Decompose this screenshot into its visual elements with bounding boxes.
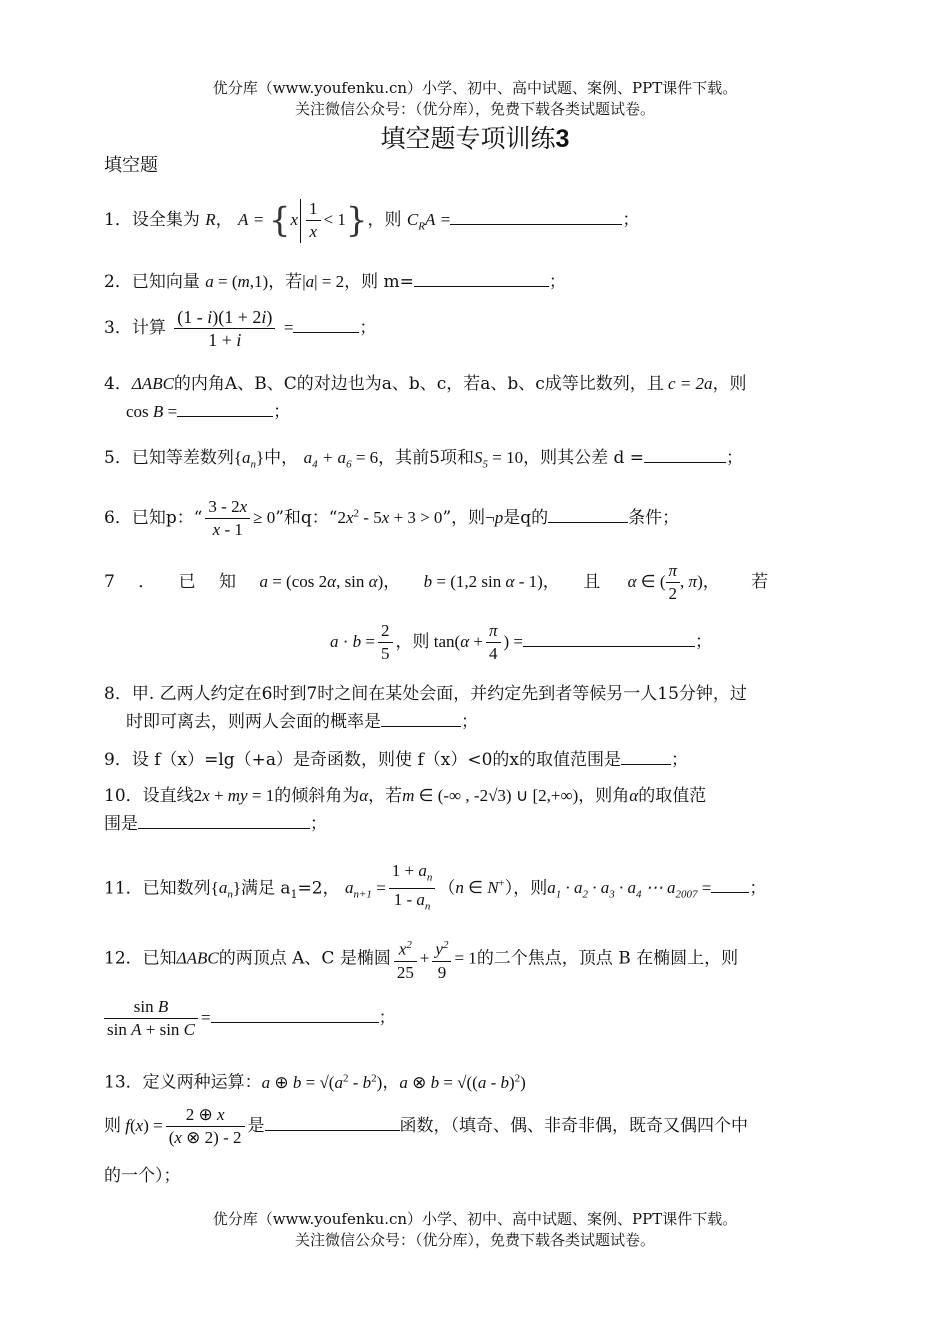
answer-blank-7[interactable]: [523, 628, 695, 647]
question-2: 2．已知向量 a = (m,1)，若|a| = 2，则 m= ；: [104, 268, 849, 296]
title-text: 填空题专项训练: [380, 124, 556, 153]
title-number: 3: [555, 125, 570, 153]
header-line-2: 关注微信公众号：（优分库），免费下载各类试题试卷。: [294, 100, 655, 118]
question-8: 8．甲. 乙两人约定在6时到7时之间在某处会面，并约定先到者等候另一人15分钟，过 时即可离去，则两人会面的概率是 ；: [104, 684, 747, 732]
question-13-line-3: 的一个）；: [104, 1166, 181, 1186]
question-9: 9．设 f（x）=lg（+a）是奇函数，则使 f（x）<0的x的取值范围是 ；: [104, 746, 849, 774]
answer-blank-10[interactable]: [138, 810, 310, 829]
section-heading: 填空题: [104, 155, 158, 176]
answer-blank-9[interactable]: [621, 746, 671, 765]
footer-line-2: 关注微信公众号：（优分库），免费下载各类试题试卷。: [294, 1231, 655, 1249]
answer-blank-13[interactable]: [265, 1112, 400, 1131]
question-1: 1．设全集为 R， A = {x $\frac{1}{x}$ < 1}，则 $C_RA$ = ；: [104, 199, 640, 241]
footer-line-1: 优分库（www.youfenku.cn）小学、初中、高中试题、案例、PPT课件下载。: [212, 1210, 738, 1228]
question-7: 7 ． 已 知 a = (cos 2α, sin α)， b = (1,2 sin α - 1)， 且 α ∈ ( $\frac{\pi}{2}$ , π)， 若: [104, 561, 769, 603]
question-3: 3．计算 $\frac{(1 - i)(1 + 2i)}{1 + i}$ = ；: [104, 307, 377, 350]
question-11: 11．已知数列$\{a_n\}$满足 $a_1=2$， $a_{n+1}$ = $\frac{1 + a_n}{1 - a_n}$ （n ∈ N+），则$a_1 \cdot a_2 \cdot a_3 \cdot a_4$ ⋯ $a_{2007}$ = ；: [104, 861, 767, 913]
header-line-1: 优分库（www.youfenku.cn）小学、初中、高中试题、案例、PPT课件下载。: [212, 79, 738, 97]
page-header: [0, 78, 950, 120]
question-12: 12．已知ΔABC的两顶点 A、C 是椭圆 $\frac{x^2}{25}$ + $\frac{y^2}{9}$ = 1的二个焦点，顶点 B 在椭圆上，则: [104, 934, 849, 984]
question-12-line-2: $\frac{\text{sin B}}{\text{sin A + sin C}}$ = ；: [104, 996, 849, 1041]
answer-blank-8[interactable]: [381, 708, 461, 727]
page-title: [0, 122, 950, 156]
answer-blank-2[interactable]: [414, 268, 549, 287]
answer-blank-4[interactable]: [177, 398, 273, 417]
answer-blank-1[interactable]: [450, 206, 622, 225]
answer-blank-11[interactable]: [711, 874, 749, 893]
question-13: 13．定义两种运算：a ⊕ $b = √(a^2 - b^2)$，a ⊗ b = √((a - b)$^2$): [104, 1072, 526, 1093]
question-5: 5．已知等差数列$\{a_n\}$中， $a_4 + a_6 = 6$，其前5项和$S_5 = 10$，则其公差 d = ；: [104, 444, 849, 478]
question-4: 4．ΔABC的内角A、B、C的对边也为a、b、c，若a、b、c成等比数列，且 c = 2a，则 cos B = ；: [104, 374, 747, 422]
question-13-line-2: 则 f(x) = $\frac{2 \oplus x}{(x \otimes 2) - 2}$ 是 函数，（填奇、偶、非奇非偶，既奇又偶四个中: [104, 1105, 748, 1147]
question-10: 10．设直线2x + my = 1的倾斜角为α，若m ∈ (-∞ , -2√3) ∪ [2,+∞)，则角α的取值范 围是 ；: [104, 786, 707, 834]
question-7-line-2: a · b = $\frac{2}{5}$ ，则 tan(α + $\frac{\pi}{4}$ ) = ；: [330, 621, 713, 663]
page-footer: [0, 1209, 950, 1251]
answer-blank-3[interactable]: [293, 314, 359, 333]
answer-blank-12[interactable]: [211, 1004, 379, 1023]
question-6: 6．已知p：“ $\frac{3 - 2x}{x - 1}$ ≥ 0”和q：“$2x^2 - 5x + 3 > 0$”，则¬p是q的 条件；: [104, 497, 680, 539]
answer-blank-5[interactable]: [644, 444, 726, 463]
answer-blank-6[interactable]: [548, 504, 628, 523]
